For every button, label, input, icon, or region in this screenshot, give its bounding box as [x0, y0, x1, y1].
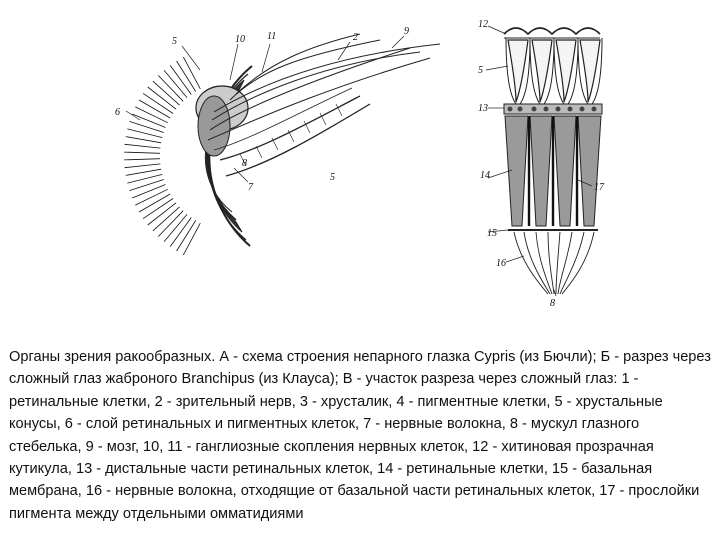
label-5b: 5 [330, 172, 335, 183]
left-figure-labels [115, 26, 409, 193]
label-8r: 8 [550, 298, 555, 309]
ommatidium-line [126, 169, 162, 175]
label-6: 6 [115, 107, 120, 118]
label-14: 14 [480, 170, 490, 181]
ommatidium-line [125, 144, 161, 148]
ommatidium-line [125, 164, 161, 168]
ommatidium-line [183, 223, 200, 255]
label-5r: 5 [478, 65, 483, 76]
ommatidium-line [124, 152, 160, 153]
ommatidium-line [139, 100, 170, 118]
ommatidium-line [132, 114, 165, 128]
ommatidium-line [132, 185, 165, 199]
label-17: 17 [594, 182, 604, 193]
label-13: 13 [478, 103, 488, 114]
label-8: 8 [242, 158, 247, 169]
ommatidium-line [139, 194, 170, 212]
label-15: 15 [487, 228, 497, 239]
ommatidia-section [486, 26, 602, 296]
label-10: 10 [235, 34, 245, 45]
label-16: 16 [496, 258, 506, 269]
label-12: 12 [478, 19, 488, 30]
ommatidium-line [135, 189, 167, 205]
ommatidium-line [124, 159, 160, 160]
ommatidium-line [126, 137, 162, 143]
figure-caption: Органы зрения ракообразных. А - схема строения непарного глазка Cypris (из Бючли); Б - разрез через сложный глаз жаброного Branchipus (из Клауса); В - участок разреза через сложный глаз: 1 - ретинальные клетки, 2 - зрительный нерв, 3 - хрусталик, 4 - пигментные клетки, 5 - хрустальные конусы, 6 - слой ретинальных и пигментных клеток, 7 - нервные волокна, 8 - мускул глазного стебелька, 9 - мозг, 10, 11 - ганглиозные скопления нервных клеток, 12 - хитиновая прозрачная кутикула, 13 - дистальные части ретинальных клеток, 14 - ретинальные клетки, 15 - базальная мембрана, 16 - нервные волокна, отходящие от базальной части ретинальных клеток, 17 - прослойки пигмента между отдельными омматидиями [9, 349, 711, 522]
ommatidium-line [183, 57, 200, 89]
label-5: 5 [172, 36, 177, 47]
ommatidium-line [135, 107, 167, 123]
label-7: 7 [248, 182, 253, 193]
label-2: 2 [353, 32, 358, 43]
compound-eye-section [124, 34, 440, 255]
label-11: 11 [267, 31, 277, 42]
label-9: 9 [404, 26, 409, 37]
